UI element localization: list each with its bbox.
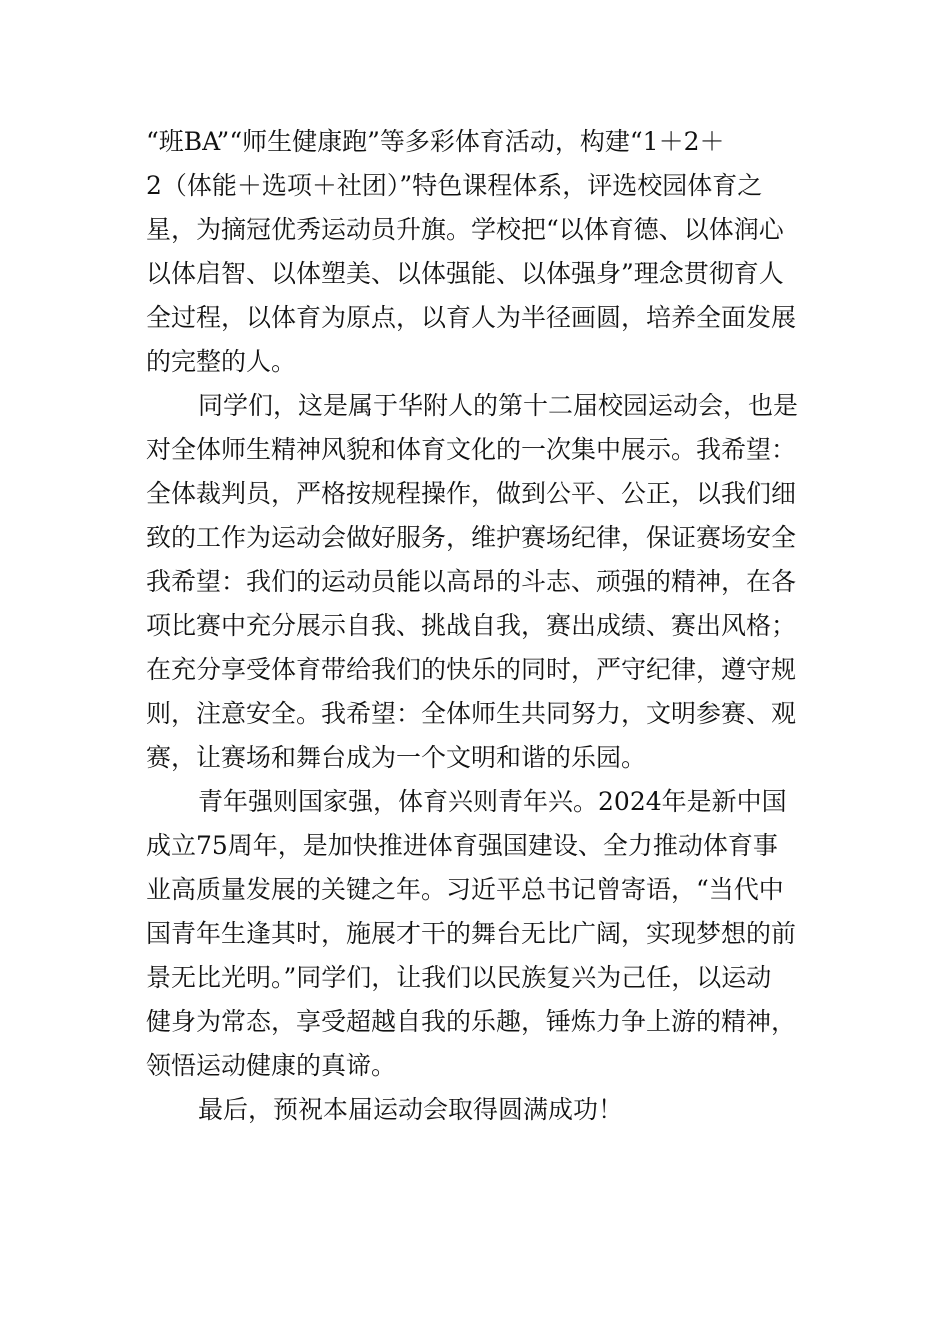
- text-line: 在充分享受体育带给我们的快乐的同时，严守纪律，遵守规: [146, 655, 797, 684]
- document-body: [146, 120, 810, 1132]
- text-line: 成立75周年，是加快推进体育强国建设、全力推动体育事: [146, 831, 778, 860]
- text-line: 国青年生逢其时，施展才干的舞台无比广阔，实现梦想的前: [146, 919, 797, 948]
- text-line: 星，为摘冠优秀运动员升旗。学校把“以体育德、以体润心: [146, 215, 784, 244]
- text-line: 赛，让赛场和舞台成为一个文明和谐的乐园。: [146, 743, 647, 772]
- text-line: “班BA”“师生健康跑”等多彩体育活动，构建“1＋2＋: [146, 127, 725, 156]
- text-line: 对全体师生精神风貌和体育文化的一次集中展示。我希望：: [146, 435, 797, 464]
- paragraph-start-line: 同学们，这是属于华附人的第十二届校园运动会，也是: [198, 391, 799, 420]
- paragraph-start-line: 最后，预祝本届运动会取得圆满成功！: [198, 1095, 624, 1124]
- text-line: 全体裁判员，严格按规程操作，做到公平、公正，以我们细: [146, 479, 797, 508]
- text-line: 业高质量发展的关键之年。习近平总书记曾寄语，“当代中: [146, 875, 784, 904]
- text-line: 领悟运动健康的真谛。: [146, 1051, 397, 1080]
- text-line: 健身为常态，享受超越自我的乐趣，锤炼力争上游的精神，: [146, 1007, 797, 1036]
- text-line: 则，注意安全。我希望：全体师生共同努力，文明参赛、观: [146, 699, 797, 728]
- text-line: 2（体能＋选项＋社团）”特色课程体系，评选校园体育之: [146, 171, 763, 200]
- paragraph-start-line: 青年强则国家强，体育兴则青年兴。2024年是新中国: [198, 787, 787, 816]
- text-line: 项比赛中充分展示自我、挑战自我，赛出成绩、赛出风格；: [146, 611, 797, 640]
- text-line: 致的工作为运动会做好服务，维护赛场纪律，保证赛场安全: [146, 523, 797, 552]
- text-line: 以体启智、以体塑美、以体强能、以体强身”理念贯彻育人: [146, 259, 784, 288]
- text-line: 我希望：我们的运动员能以高昂的斗志、顽强的精神，在各: [146, 567, 797, 596]
- text-line: 景无比光明。”同学们，让我们以民族复兴为己任，以运动: [146, 963, 772, 992]
- text-line: 的完整的人。: [146, 347, 297, 376]
- text-line: 全过程，以体育为原点，以育人为半径画圆，培养全面发展: [146, 303, 797, 332]
